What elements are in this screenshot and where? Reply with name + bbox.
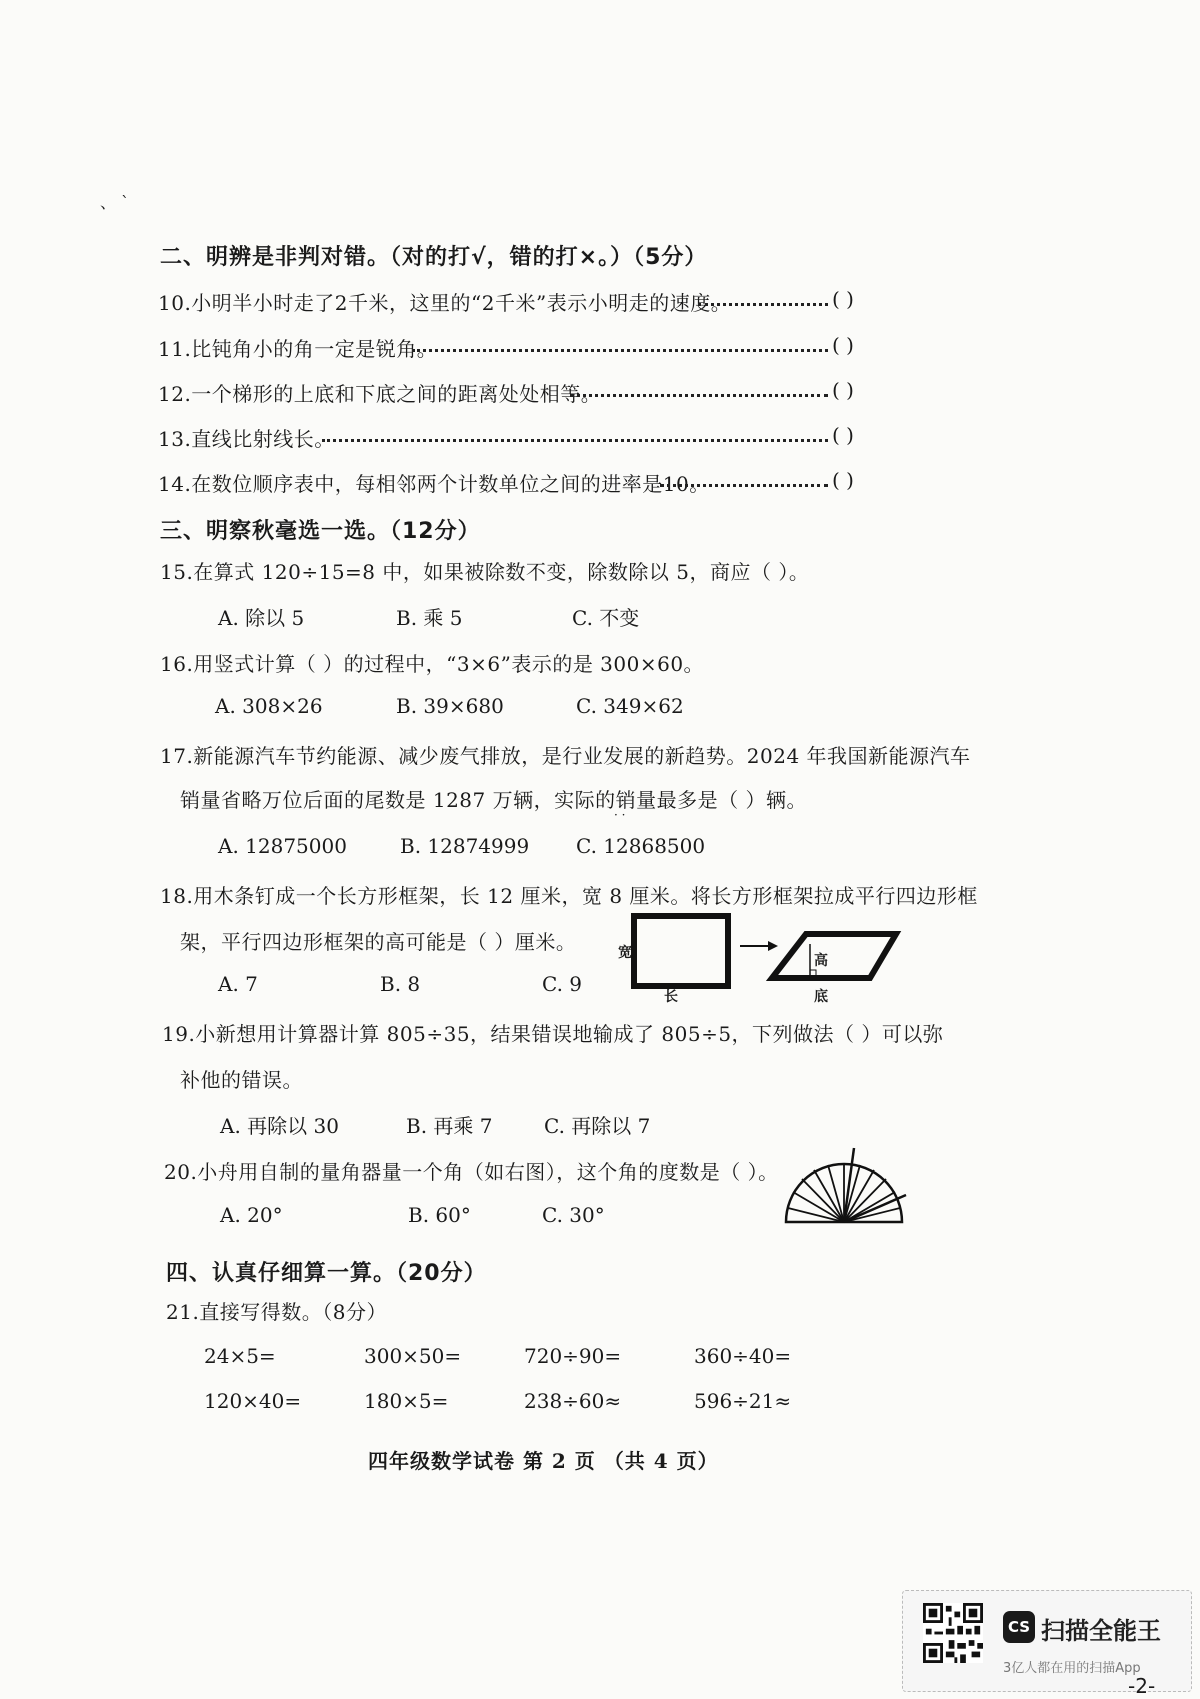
fig-label-length: 长 xyxy=(664,989,678,1005)
leader-dots xyxy=(412,349,828,352)
page-mark: -2- xyxy=(1128,1674,1156,1698)
calc-item: 238÷60≈ xyxy=(524,1389,622,1413)
answer-paren-13[interactable]: ( ) xyxy=(832,423,854,447)
calc-item: 300×50= xyxy=(364,1344,462,1368)
rectangle-frame xyxy=(634,916,728,986)
question-18-line-2: 架，平行四边形框架的高可能是（ ）厘米。 xyxy=(180,930,577,954)
section-2-title: 二、明辨是非判对错。（对的打√，错的打×。）（5分） xyxy=(160,245,708,270)
option-16-c[interactable]: C. 349×62 xyxy=(576,694,684,718)
calc-item: 596÷21≈ xyxy=(694,1389,792,1413)
option-17-b[interactable]: B. 12874999 xyxy=(400,834,530,858)
leader-dots xyxy=(698,303,828,306)
question-14: 14.在数位顺序表中，每相邻两个计数单位之间的进率是10。 xyxy=(158,472,710,496)
option-19-a[interactable]: A. 再除以 30 xyxy=(220,1114,339,1138)
question-12: 12.一个梯形的上底和下底之间的距离处处相等。 xyxy=(158,382,602,406)
leader-dots xyxy=(322,439,828,442)
scanner-tagline: 3亿人都在用的扫描App xyxy=(1003,1661,1141,1676)
fig-label-width: 宽 xyxy=(618,945,632,961)
calc-item: 180×5= xyxy=(364,1389,449,1413)
fig-label-base: 底 xyxy=(814,989,828,1005)
question-13: 13.直线比射线长。 xyxy=(158,427,335,451)
leader-dots xyxy=(660,484,828,487)
emphasis-dots: · · xyxy=(614,808,626,822)
question-17-line-2: 销量省略万位后面的尾数是 1287 万辆，实际的销量最多是（ ）辆。 xyxy=(180,788,807,812)
option-16-b[interactable]: B. 39×680 xyxy=(396,694,504,718)
stray-mark: 、 ` xyxy=(100,193,130,212)
question-16: 16.用竖式计算（ ）的过程中，“3×6”表示的是 300×60。 xyxy=(160,652,705,676)
calc-item: 120×40= xyxy=(204,1389,302,1413)
cs-logo-icon: CS xyxy=(1003,1611,1035,1643)
option-20-b[interactable]: B. 60° xyxy=(408,1203,471,1227)
answer-paren-10[interactable]: ( ) xyxy=(832,287,854,311)
question-20: 20.小舟用自制的量角器量一个角（如右图），这个角的度数是（ ）。 xyxy=(164,1160,779,1184)
parallelogram-frame xyxy=(772,934,896,978)
option-16-a[interactable]: A. 308×26 xyxy=(215,694,323,718)
option-15-b[interactable]: B. 乘 5 xyxy=(396,606,463,630)
answer-paren-12[interactable]: ( ) xyxy=(832,378,854,402)
question-19-line-1: 19.小新想用计算器计算 805÷35，结果错误地输成了 805÷5，下列做法（ ）可以弥 xyxy=(162,1022,944,1046)
section-4-title: 四、认真仔细算一算。（20分） xyxy=(166,1261,487,1286)
option-19-c[interactable]: C. 再除以 7 xyxy=(544,1114,651,1138)
option-20-c[interactable]: C. 30° xyxy=(542,1203,605,1227)
option-15-a[interactable]: A. 除以 5 xyxy=(218,606,305,630)
leader-dots xyxy=(570,394,828,397)
option-18-a[interactable]: A. 7 xyxy=(218,972,258,996)
qr-code-icon xyxy=(923,1603,983,1663)
page-footer: 四年级数学试卷 第 2 页 （共 4 页） xyxy=(368,1449,719,1473)
question-10: 10.小明半小时走了2千米，这里的“2千米”表示小明走的速度。 xyxy=(158,291,732,315)
option-19-b[interactable]: B. 再乘 7 xyxy=(406,1114,493,1138)
answer-paren-11[interactable]: ( ) xyxy=(832,333,854,357)
calc-item: 24×5= xyxy=(204,1344,276,1368)
question-17-line-1: 17.新能源汽车节约能源、减少废气排放，是行业发展的新趋势。2024 年我国新能源汽车 xyxy=(160,744,971,768)
scanner-brand-name: 扫描全能王 xyxy=(1041,1617,1161,1645)
angle-ray-1 xyxy=(844,1148,854,1222)
question-11: 11.比钝角小的角一定是锐角。 xyxy=(158,337,438,361)
answer-paren-14[interactable]: ( ) xyxy=(832,468,854,492)
fig-label-height: 高 xyxy=(814,953,828,969)
option-17-a[interactable]: A. 12875000 xyxy=(218,834,347,858)
section-3-title: 三、明察秋毫选一选。（12分） xyxy=(160,519,481,544)
option-17-c[interactable]: C. 12868500 xyxy=(576,834,706,858)
option-15-c[interactable]: C. 不变 xyxy=(572,606,640,630)
calc-item: 360÷40= xyxy=(694,1344,792,1368)
rectangle-to-parallelogram-figure xyxy=(612,910,912,1010)
option-18-b[interactable]: B. 8 xyxy=(380,972,421,996)
question-15: 15.在算式 120÷15=8 中，如果被除数不变，除数除以 5，商应（ ）。 xyxy=(160,560,810,584)
question-19-line-2: 补他的错误。 xyxy=(180,1068,303,1092)
option-20-a[interactable]: A. 20° xyxy=(220,1203,283,1227)
question-21-title: 21.直接写得数。（8分） xyxy=(166,1300,388,1324)
option-18-c[interactable]: C. 9 xyxy=(542,972,583,996)
protractor-figure xyxy=(780,1140,910,1230)
question-18-line-1: 18.用木条钉成一个长方形框架，长 12 厘米，宽 8 厘米。将长方形框架拉成平行四边形框 xyxy=(160,884,978,908)
calc-item: 720÷90= xyxy=(524,1344,622,1368)
